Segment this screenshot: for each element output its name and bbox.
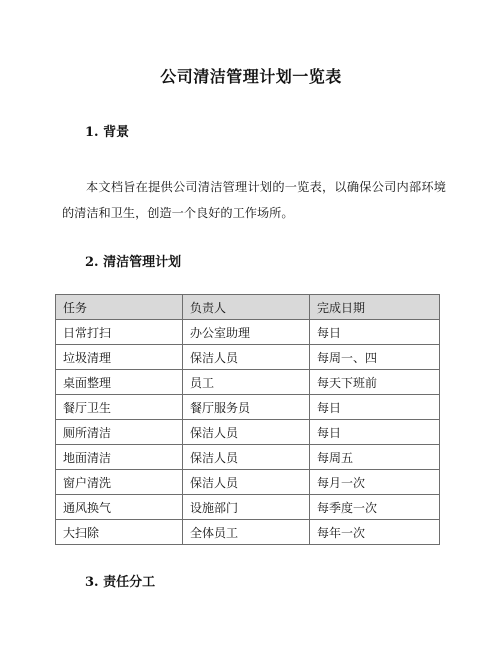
- date-cell: 每月一次: [310, 470, 440, 495]
- owner-cell: 餐厅服务员: [183, 395, 310, 420]
- owner-cell: 保洁人员: [183, 420, 310, 445]
- section-title: 背景: [103, 125, 130, 140]
- table-row: [56, 345, 440, 370]
- task-cell: 桌面整理: [56, 370, 183, 395]
- section-number: 3.: [85, 575, 99, 590]
- table-row: [56, 420, 440, 445]
- date-cell: 每日: [310, 420, 440, 445]
- background-paragraph: 本文档旨在提供公司清洁管理计划的一览表，以确保公司内部环境的清洁和卫生，创造一个良好的工作场所。: [62, 180, 446, 220]
- table-row: [56, 470, 440, 495]
- section-heading-background: [85, 121, 129, 140]
- owner-cell: 员工: [183, 370, 310, 395]
- task-cell: 垃圾清理: [56, 345, 183, 370]
- date-cell: 每季度一次: [310, 495, 440, 520]
- section-title: 责任分工: [103, 575, 156, 590]
- section-title: 清洁管理计划: [103, 255, 182, 270]
- task-cell: 通风换气: [56, 495, 183, 520]
- date-cell: 每周一、四: [310, 345, 440, 370]
- section-number: 2.: [85, 255, 99, 270]
- task-cell: 大扫除: [56, 520, 183, 545]
- task-cell: 厕所清洁: [56, 420, 183, 445]
- table-header-row: [56, 295, 440, 320]
- owner-cell: 保洁人员: [183, 345, 310, 370]
- column-header-owner: 负责人: [183, 295, 310, 320]
- owner-cell: 设施部门: [183, 495, 310, 520]
- document-title: 公司清洁管理计划一览表: [160, 67, 342, 86]
- table-row: [56, 520, 440, 545]
- table-row: [56, 320, 440, 345]
- date-cell: 每日: [310, 320, 440, 345]
- date-cell: 每年一次: [310, 520, 440, 545]
- task-cell: 日常打扫: [56, 320, 183, 345]
- section-heading-duty: [85, 571, 155, 590]
- table-row: [56, 370, 440, 395]
- cleaning-plan-table: [55, 294, 440, 545]
- task-cell: 窗户清洗: [56, 470, 183, 495]
- task-cell: 地面清洁: [56, 445, 183, 470]
- table-row: [56, 395, 440, 420]
- owner-cell: 保洁人员: [183, 470, 310, 495]
- date-cell: 每周五: [310, 445, 440, 470]
- owner-cell: 全体员工: [183, 520, 310, 545]
- table-row: [56, 445, 440, 470]
- column-header-task: 任务: [56, 295, 183, 320]
- section-heading-plan: [85, 251, 181, 270]
- owner-cell: 办公室助理: [183, 320, 310, 345]
- owner-cell: 保洁人员: [183, 445, 310, 470]
- date-cell: 每天下班前: [310, 370, 440, 395]
- table-row: [56, 495, 440, 520]
- column-header-date: 完成日期: [310, 295, 440, 320]
- task-cell: 餐厅卫生: [56, 395, 183, 420]
- date-cell: 每日: [310, 395, 440, 420]
- section-number: 1.: [85, 125, 99, 140]
